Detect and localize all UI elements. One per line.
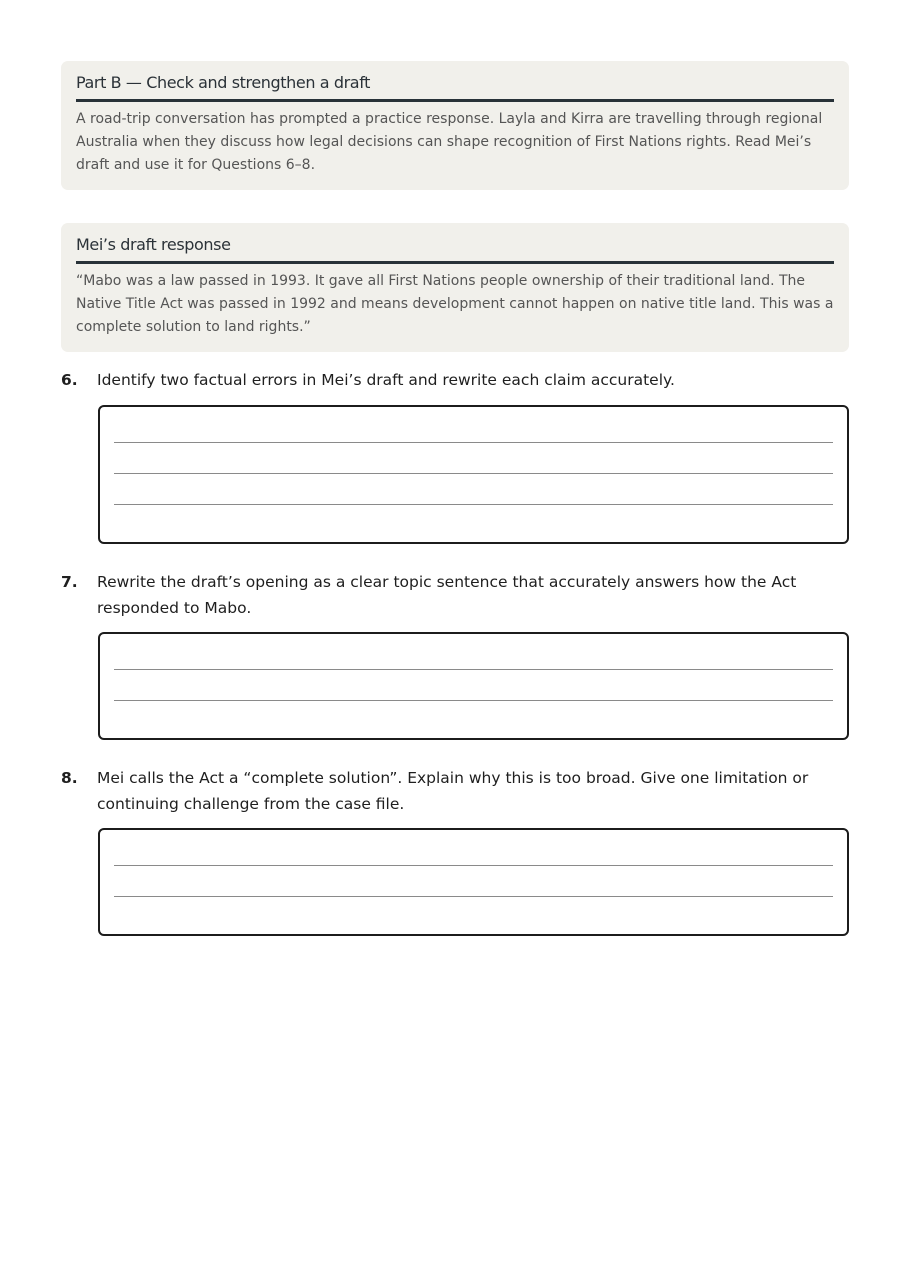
answer-line <box>114 442 833 443</box>
answer-line <box>114 896 833 897</box>
answer-box-8[interactable] <box>98 828 849 936</box>
answer-line <box>114 669 833 670</box>
question-text: Rewrite the draft’s opening as a clear topic sentence that accurately answers how the Act responded to Mabo. <box>97 573 797 617</box>
question-text: Mei calls the Act a “complete solution”. Explain why this is too broad. Give one limitation or continuing challenge from the case file. <box>97 769 809 813</box>
draft-panel <box>61 223 849 352</box>
answer-line <box>114 700 833 701</box>
draft-text: “Mabo was a law passed in 1993. It gave all First Nations people ownership of their traditional land. The Native Title Act was passed in 1992 and means development cannot happen on native title land. This was a complete solution to land rights.” <box>76 273 834 335</box>
question-number: 7. <box>61 573 78 591</box>
draft-title: Mei’s draft response <box>76 235 834 264</box>
question-text: Identify two factual errors in Mei’s draft and rewrite each claim accurately. <box>97 371 675 389</box>
part-b-title: Part B — Check and strengthen a draft <box>76 73 834 102</box>
part-b-intro: A road-trip conversation has prompted a practice response. Layla and Kirra are travelling through regional Australia when they discuss how legal decisions can shape recognition of First Nations rights. Read Mei’s draft and use it for Questions 6–8. <box>76 111 823 173</box>
question-number: 6. <box>61 371 78 389</box>
answer-line <box>114 504 833 505</box>
part-b-panel <box>61 61 849 190</box>
question-number: 8. <box>61 769 78 787</box>
answer-box-7[interactable] <box>98 632 849 740</box>
answer-line <box>114 473 833 474</box>
answer-box-6[interactable] <box>98 405 849 544</box>
answer-line <box>114 865 833 866</box>
